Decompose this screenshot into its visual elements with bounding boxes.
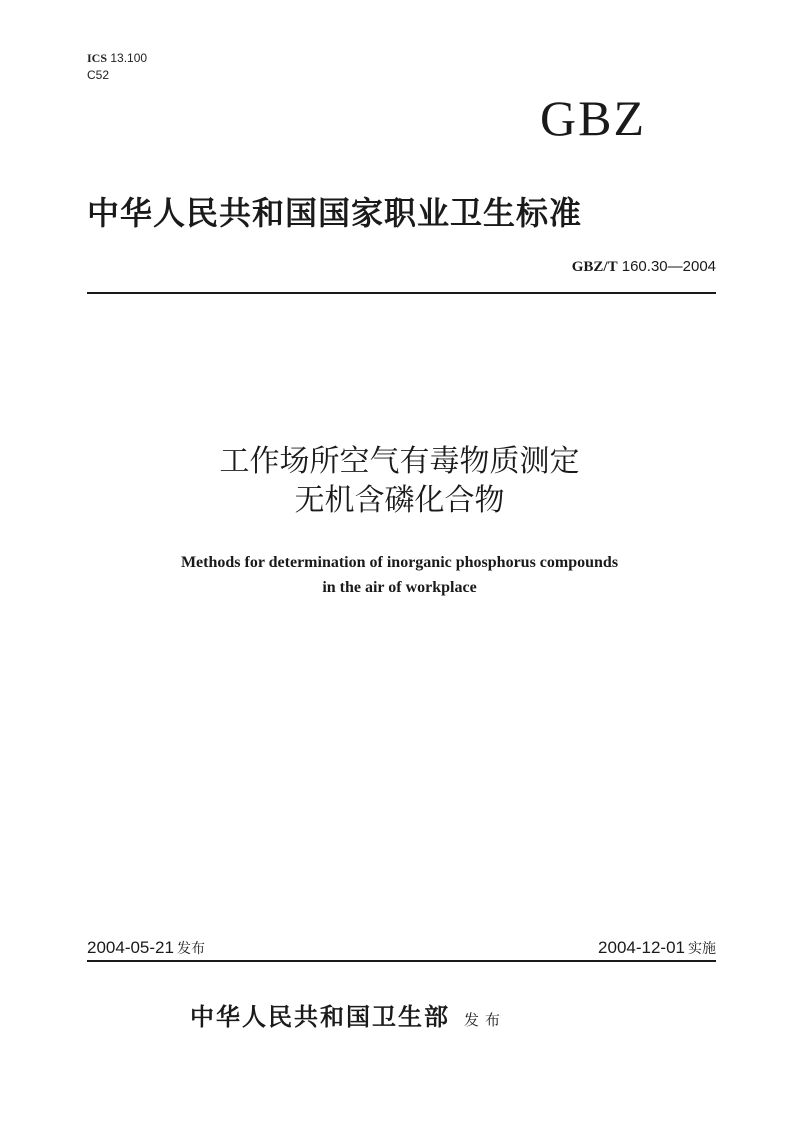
implement-date-value: 2004-12-01 bbox=[598, 938, 685, 957]
publisher-name: 中华人民共和国卫生部 bbox=[190, 1002, 450, 1031]
top-divider bbox=[87, 292, 716, 294]
publisher-action: 发布 bbox=[464, 1011, 507, 1029]
standard-number-prefix: GBZ/T bbox=[571, 259, 618, 275]
standard-number bbox=[572, 258, 716, 276]
issue-date-label: 发布 bbox=[176, 941, 205, 957]
title-en-line2: in the air of workplace bbox=[322, 579, 477, 596]
bottom-divider bbox=[87, 960, 716, 962]
publisher bbox=[190, 997, 506, 1032]
implement-date bbox=[598, 938, 716, 958]
classification-codes bbox=[87, 50, 147, 84]
implement-date-label: 实施 bbox=[688, 941, 716, 957]
ics-value: 13.100 bbox=[110, 51, 148, 65]
standard-mark: GBZ bbox=[540, 90, 646, 146]
title-en-line1: Methods for determination of inorganic phosphorus compounds bbox=[180, 554, 619, 571]
ccs-code: C52 bbox=[87, 68, 110, 82]
title-cn-line1: 工作场所空气有毒物质测定 bbox=[219, 444, 580, 479]
standard-number-value: 160.30—2004 bbox=[621, 258, 716, 275]
national-standard-title: 中华人民共和国国家职业卫生标准 bbox=[87, 194, 583, 232]
issue-date bbox=[87, 938, 205, 958]
ics-label: ICS bbox=[87, 51, 108, 65]
issue-date-value: 2004-05-21 bbox=[87, 938, 174, 957]
title-cn-line2: 无机含磷化合物 bbox=[294, 483, 505, 518]
ics-code bbox=[87, 50, 147, 67]
